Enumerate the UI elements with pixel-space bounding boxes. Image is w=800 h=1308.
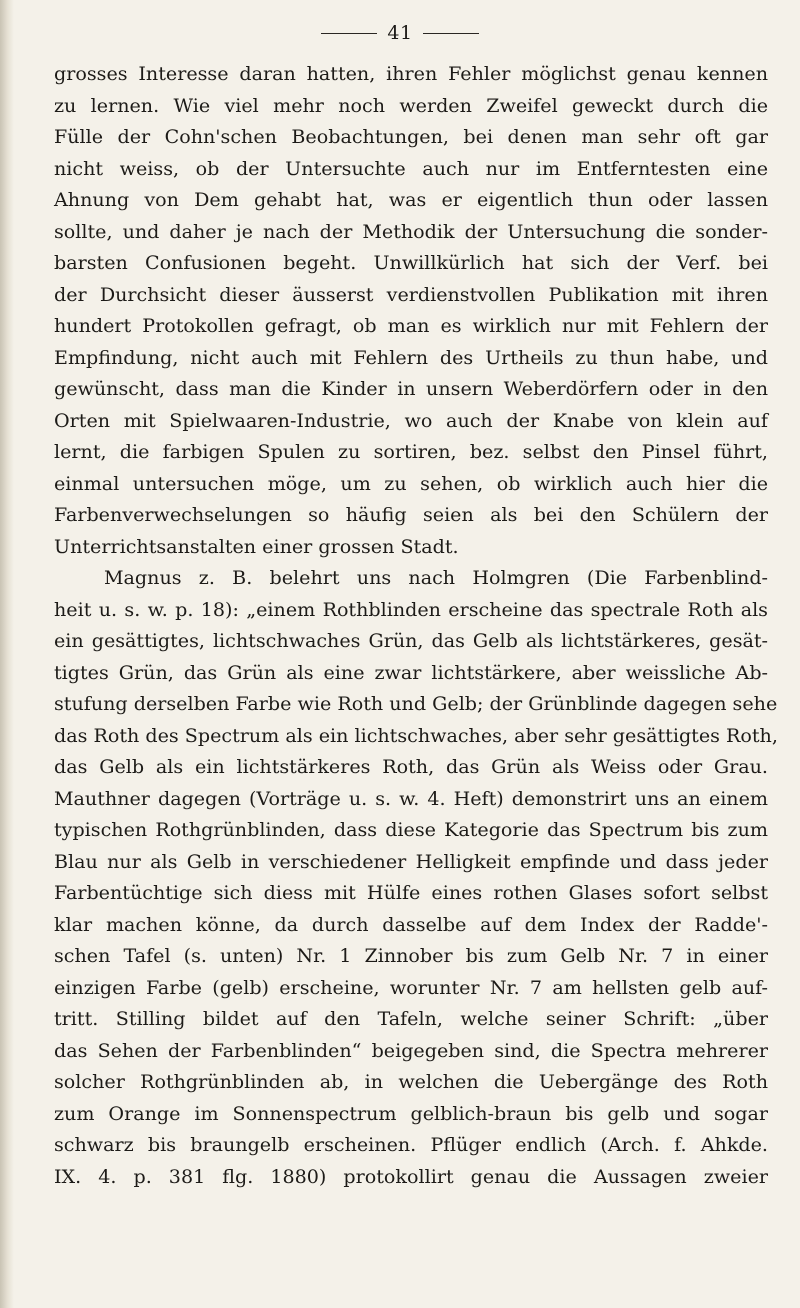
text-line: zum Orange im Sonnenspectrum gelblich-braun bis gelb und sogar (54, 1101, 768, 1125)
text-line: solcher Rothgrünblinden ab, in welchen die Uebergänge des Roth (54, 1070, 768, 1093)
text-line: stufung derselben Farbe wie Roth und Gelb; der Grünblinde dagegen sehe (54, 692, 778, 715)
text-line: das Gelb als ein lichtstärkeres Roth, das Grün als Weiss oder Grau. (54, 755, 768, 778)
text-line: Farbentüchtige sich diess mit Hülfe eines rothen Glases sofort selbst (54, 881, 768, 904)
header-rule-right (423, 33, 479, 34)
text-line: IX. 4. p. 381 flg. 1880) protokollirt genau die Aussagen zweier (54, 1164, 768, 1188)
text-line: schen Tafel (s. unten) Nr. 1 Zinnober bis zum Gelb Nr. 7 in einer (54, 944, 768, 967)
text-line: tigtes Grün, das Grün als eine zwar lichtstärkere, aber weissliche Ab- (54, 660, 768, 684)
text-line: das Sehen der Farbenblinden“ beigegeben sind, die Spectra mehrerer (54, 1038, 768, 1062)
text-line: klar machen könne, da durch dasselbe auf dem Index der Radde'- (54, 912, 768, 936)
text-line: Unterrichtsanstalten einer grossen Stadt. (54, 534, 459, 558)
page-edge-shadow (0, 0, 14, 1308)
text-line: typischen Rothgrünblinden, dass diese Kategorie das Spectrum bis zum (54, 818, 768, 841)
text-line: hundert Protokollen gefragt, ob man es wirklich nur mit Fehlern der (54, 314, 768, 337)
text-line: Fülle der Cohn'schen Beobachtungen, bei denen man sehr oft gar (54, 125, 768, 148)
text-line: Magnus z. B. belehrt uns nach Holmgren (Die Farbenblind- (104, 566, 768, 589)
page-number: 41 (387, 22, 413, 44)
text-line: ein gesättigtes, lichtschwaches Grün, das Gelb als lichtstärkeres, gesät- (54, 629, 768, 652)
text-line: Blau nur als Gelb in verschiedener Helligkeit empfinde und dass jeder (54, 849, 768, 873)
text-line: sollte, und daher je nach der Methodik der Untersuchung die sonder- (54, 219, 768, 243)
text-line: Empfindung, nicht auch mit Fehlern des Urtheils zu thun habe, und (54, 345, 768, 369)
text-line: einmal untersuchen möge, um zu sehen, ob wirklich auch hier die (54, 471, 768, 495)
text-line: einzigen Farbe (gelb) erscheine, worunter Nr. 7 am hellsten gelb auf- (54, 975, 768, 999)
text-line: gewünscht, dass man die Kinder in unsern Weberdörfern oder in den (54, 377, 768, 400)
text-line: das Roth des Spectrum als ein lichtschwaches, aber sehr gesättigtes Roth, (54, 723, 778, 747)
text-line: tritt. Stilling bildet auf den Tafeln, welche seiner Schrift: „über (54, 1007, 768, 1030)
text-line: der Durchsicht dieser äusserst verdienstvollen Publikation mit ihren (54, 282, 768, 306)
text-line: zu lernen. Wie viel mehr noch werden Zweifel geweckt durch die (54, 93, 768, 117)
text-line: schwarz bis braungelb erscheinen. Pflüger endlich (Arch. f. Ahkde. (54, 1133, 768, 1156)
text-line: Mauthner dagegen (Vorträge u. s. w. 4. Heft) demonstrirt uns an einem (54, 786, 768, 810)
header-rule-left (321, 33, 377, 34)
text-line: nicht weiss, ob der Untersuchte auch nur im Entferntesten eine (54, 156, 768, 180)
text-line: Ahnung von Dem gehabt hat, was er eigentlich thun oder lassen (54, 188, 768, 211)
page-header (0, 22, 800, 44)
text-line: Orten mit Spielwaaren-Industrie, wo auch der Knabe von klein auf (54, 408, 768, 432)
text-line: lernt, die farbigen Spulen zu sortiren, bez. selbst den Pinsel führt, (54, 440, 768, 463)
text-line: barsten Confusionen begeht. Unwillkürlich hat sich der Verf. bei (54, 251, 768, 274)
body-text (54, 58, 778, 1192)
text-line: grosses Interesse daran hatten, ihren Fehler möglichst genau kennen (54, 62, 768, 85)
text-line: Farbenverwechselungen so häufig seien als bei den Schülern der (54, 503, 768, 526)
text-line: heit u. s. w. p. 18): „einem Rothblinden erscheine das spectrale Roth als (54, 597, 768, 621)
